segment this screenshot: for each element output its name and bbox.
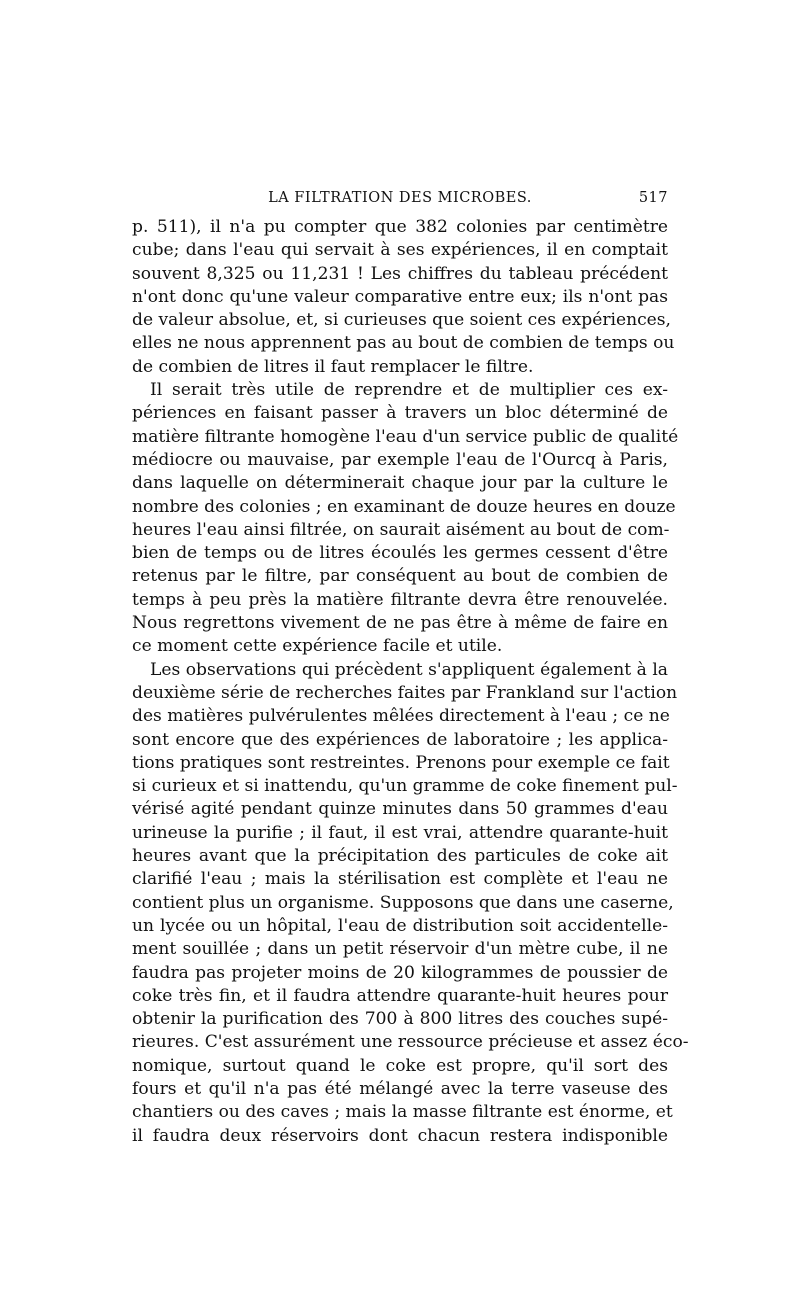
text-line: nomique, surtout quand le coke est propre, qu'il sort des — [132, 1055, 668, 1076]
text-line: heures avant que la précipitation des particules de coke ait — [132, 846, 668, 867]
body-text — [132, 216, 689, 1148]
text-line: tions pratiques sont restreintes. Prenons pour exemple ce fait — [132, 752, 670, 773]
text-line: un lycée ou un hôpital, l'eau de distribution soit accidentelle- — [132, 915, 668, 936]
text-line: urineuse la purifie ; il faut, il est vrai, attendre quarante-huit — [132, 822, 668, 843]
text-line: ce moment cette expérience facile et utile. — [132, 636, 503, 657]
text-line: sont encore que des expériences de laboratoire ; les applica- — [132, 729, 668, 750]
text-line: nombre des colonies ; en examinant de douze heures en douze — [132, 496, 676, 517]
text-line: il faudra deux réservoirs dont chacun restera indisponible — [132, 1125, 668, 1146]
text-line: cube; dans l'eau qui servait à ses expériences, il en comptait — [132, 240, 668, 261]
text-line: matière filtrante homogène l'eau d'un service public de qualité — [132, 426, 679, 447]
text-line: des matières pulvérulentes mêlées directement à l'eau ; ce ne — [132, 706, 670, 727]
paragraph — [132, 216, 675, 379]
book-page — [132, 188, 689, 1148]
text-line: deuxième série de recherches faites par Frankland sur l'action — [132, 682, 678, 703]
text-line: clarifié l'eau ; mais la stérilisation est complète et l'eau ne — [132, 869, 668, 890]
text-line: chantiers ou des caves ; mais la masse filtrante est énorme, et — [132, 1102, 673, 1123]
text-line: de combien de litres il faut remplacer le filtre. — [132, 356, 534, 377]
text-line: temps à peu près la matière filtrante devra être renouvelée. — [132, 589, 668, 610]
text-line: Il serait très utile de reprendre et de multiplier ces ex- — [150, 380, 668, 401]
text-line: contient plus un organisme. Supposons que dans une caserne, — [132, 892, 674, 913]
text-line: fours et qu'il n'a pas été mélangé avec la terre vaseuse des — [132, 1078, 668, 1099]
text-line: ment souillée ; dans un petit réservoir d'un mètre cube, il ne — [132, 939, 668, 960]
text-line: bien de temps ou de litres écoulés les germes cessent d'être — [132, 543, 668, 564]
text-line: dans laquelle on déterminerait chaque jour par la culture le — [132, 473, 668, 494]
text-line: heures l'eau ainsi filtrée, on saurait aisément au bout de com- — [132, 519, 670, 540]
text-line: obtenir la purification des 700 à 800 litres des couches supé- — [132, 1009, 668, 1030]
text-line: elles ne nous apprennent pas au bout de combien de temps ou — [132, 333, 675, 354]
text-line: médiocre ou mauvaise, par exemple l'eau de l'Ourcq à Paris, — [132, 449, 668, 470]
text-line: de valeur absolue, et, si curieuses que soient ces expériences, — [132, 310, 671, 331]
running-title: LA FILTRATION DES MICROBES. — [268, 190, 532, 206]
paragraph — [132, 659, 689, 1148]
text-line: Nous regrettons vivement de ne pas être à même de faire en — [132, 613, 668, 634]
text-line: Les observations qui précèdent s'appliquent également à la — [150, 659, 668, 680]
page-number: 517 — [638, 190, 668, 206]
text-line: périences en faisant passer à travers un bloc déterminé de — [132, 403, 668, 424]
text-line: retenus par le filtre, par conséquent au bout de combien de — [132, 566, 668, 587]
text-line: rieures. C'est assurément une ressource précieuse et assez éco- — [132, 1032, 689, 1053]
text-line: vérisé agité pendant quinze minutes dans 50 grammes d'eau — [132, 799, 668, 820]
text-line: n'ont donc qu'une valeur comparative entre eux; ils n'ont pas — [132, 286, 668, 307]
text-line: si curieux et si inattendu, qu'un gramme de coke finement pul- — [132, 776, 678, 797]
text-line: coke très fin, et il faudra attendre quarante-huit heures pour — [132, 985, 668, 1006]
paragraph — [132, 379, 679, 659]
text-line: p. 511), il n'a pu compter que 382 colonies par centimètre — [132, 217, 668, 237]
text-line: faudra pas projeter moins de 20 kilogrammes de poussier de — [132, 962, 668, 983]
text-line: souvent 8,325 ou 11,231 ! Les chiffres du tableau précédent — [132, 263, 668, 284]
running-header — [132, 188, 668, 216]
